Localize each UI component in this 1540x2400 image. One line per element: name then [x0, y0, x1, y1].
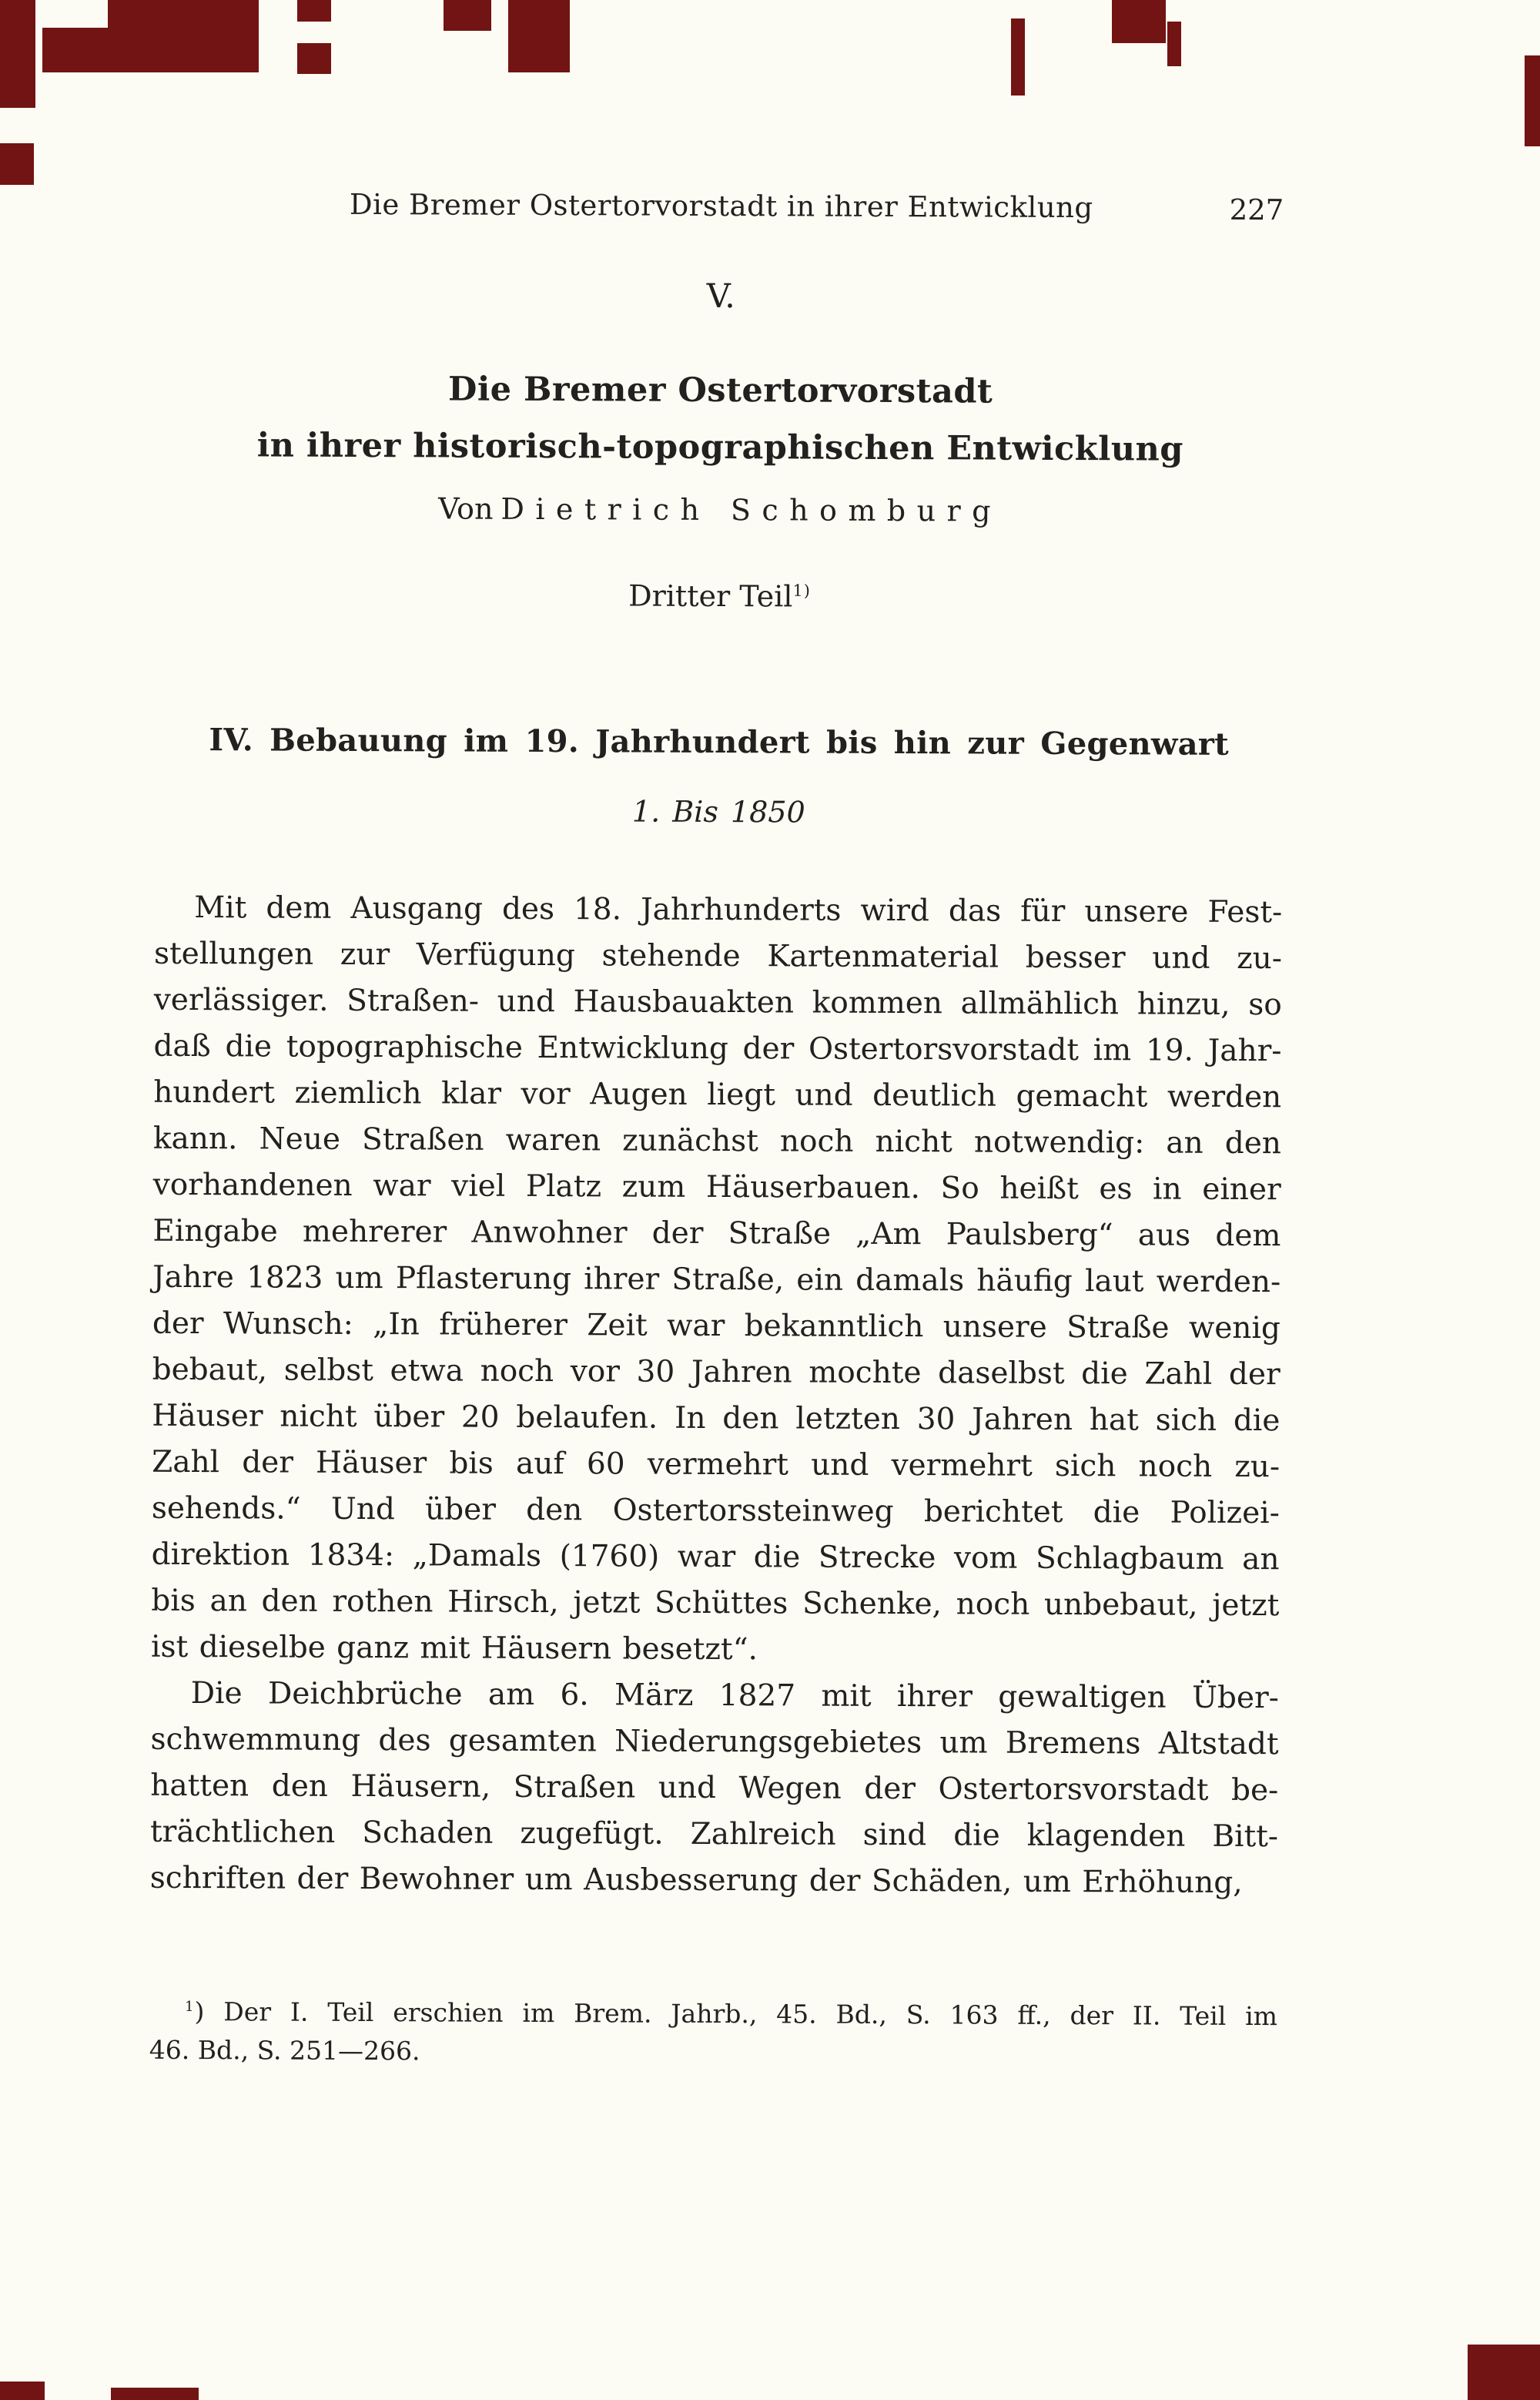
text-line: sehends.“ Und über den Ostertorssteinweg berichtet die Polizei- [151, 1490, 1280, 1531]
text-line: ist dieselbe ganz mit Häusern besetzt“. [151, 1629, 758, 1668]
text-line: direktion 1834: „Damals (1760) war die Strecke vom Schlagbaum an [151, 1537, 1280, 1577]
text-line: hundert ziemlich klar vor Augen liegt und deutlich gemacht werden [153, 1074, 1282, 1115]
text-line: stellungen zur Verfügung stehende Kartenmaterial besser und zu- [153, 936, 1283, 977]
footnote [149, 1988, 1277, 2074]
part-heading-text: Dritter Teil [628, 578, 793, 614]
text-line: verlässiger. Straßen- und Hausbauakten kommen allmählich hinzu, so [153, 982, 1282, 1023]
text-line: kann. Neue Straßen waren zunächst noch nicht notwendig: an den [152, 1121, 1282, 1161]
text-line: Jahre 1823 um Pflasterung ihrer Straße, ein damals häufig laut werden- [152, 1259, 1281, 1300]
text-line: trächtlichen Schaden zugefügt. Zahlreich sind die klagenden Bitt- [149, 1814, 1279, 1855]
text-line: Die Deichbrüche am 6. März 1827 mit ihrer gewaltigen Über- [190, 1676, 1279, 1716]
page-number: 227 [1229, 193, 1284, 227]
footnote-line-2: 46. Bd., S. 251—266. [149, 2034, 420, 2066]
scan-artifact [0, 143, 34, 185]
page-content [148, 0, 1287, 2400]
body-paragraph-2 [150, 1671, 1279, 1906]
text-line: hatten den Häusern, Straßen und Wegen der Ostertorsvorstadt be- [150, 1768, 1279, 1808]
text-line: daß die topographische Entwicklung der Ostertorsvorstadt im 19. Jahr- [153, 1028, 1282, 1069]
text-line: schriften der Bewohner um Ausbesserung der Schäden, um Erhöhung, [149, 1860, 1243, 1900]
running-header-title: Die Bremer Ostertorvorstadt in ihrer Entwicklung [349, 187, 1093, 225]
text-line: schwemmung des gesamten Niederungsgebietes um Bremens Altstadt [150, 1721, 1279, 1762]
text-line: Eingabe mehrerer Anwohner der Straße „Am Paulsberg“ aus dem [152, 1213, 1281, 1254]
text-line: bis an den rothen Hirsch, jetzt Schüttes Schenke, noch unbebaut, jetzt [151, 1583, 1280, 1624]
chapter-heading: IV. Bebauung im 19. Jahrhundert bis hin zur Gegenwart [209, 722, 1230, 763]
footnote-text: ) Der I. Teil erschien im Brem. Jahrb., 45. Bd., S. 163 ff., der II. Teil im [194, 1996, 1278, 2032]
footnote-marker: 1 [185, 1998, 195, 2016]
byline [156, 491, 1284, 529]
scan-artifact [1525, 55, 1540, 146]
author-name: Dietrich Schomburg [500, 491, 1003, 528]
text-line: der Wunsch: „In früherer Zeit war bekanntlich unsere Straße wenig [152, 1306, 1281, 1346]
article-title-line2: in ihrer historisch-topographischen Entwicklung [256, 426, 1184, 469]
text-line: Zahl der Häuser bis auf 60 vermehrt und vermehrt sich noch zu- [152, 1444, 1281, 1485]
subsection-heading: 1. Bis 1850 [631, 794, 805, 830]
text-line: Mit dem Ausgang des 18. Jahrhunderts wird das für unsere Fest- [194, 890, 1283, 930]
section-numeral: V. [706, 277, 735, 317]
byline-prefix: Von [438, 491, 494, 526]
article-title-line1: Die Bremer Ostertorvorstadt [448, 370, 993, 411]
scan-artifact [0, 0, 35, 108]
body-paragraph-1 [151, 885, 1282, 1675]
footnote-line-1 [149, 1988, 1277, 2036]
footnote-marker: 1) [792, 581, 811, 600]
text-line: Häuser nicht über 20 belaufen. In den letzten 30 Jahren hat sich die [152, 1398, 1281, 1439]
part-heading [156, 577, 1284, 615]
scan-artifact [42, 28, 112, 72]
scan-artifact [0, 2382, 45, 2400]
scan-artifact [1468, 2345, 1540, 2400]
text-line: bebaut, selbst etwa noch vor 30 Jahren mochte daselbst die Zahl der [152, 1352, 1281, 1393]
text-line: vorhandenen war viel Platz zum Häuserbauen. So heißt es in einer [152, 1167, 1281, 1208]
body-text [150, 885, 1283, 1906]
